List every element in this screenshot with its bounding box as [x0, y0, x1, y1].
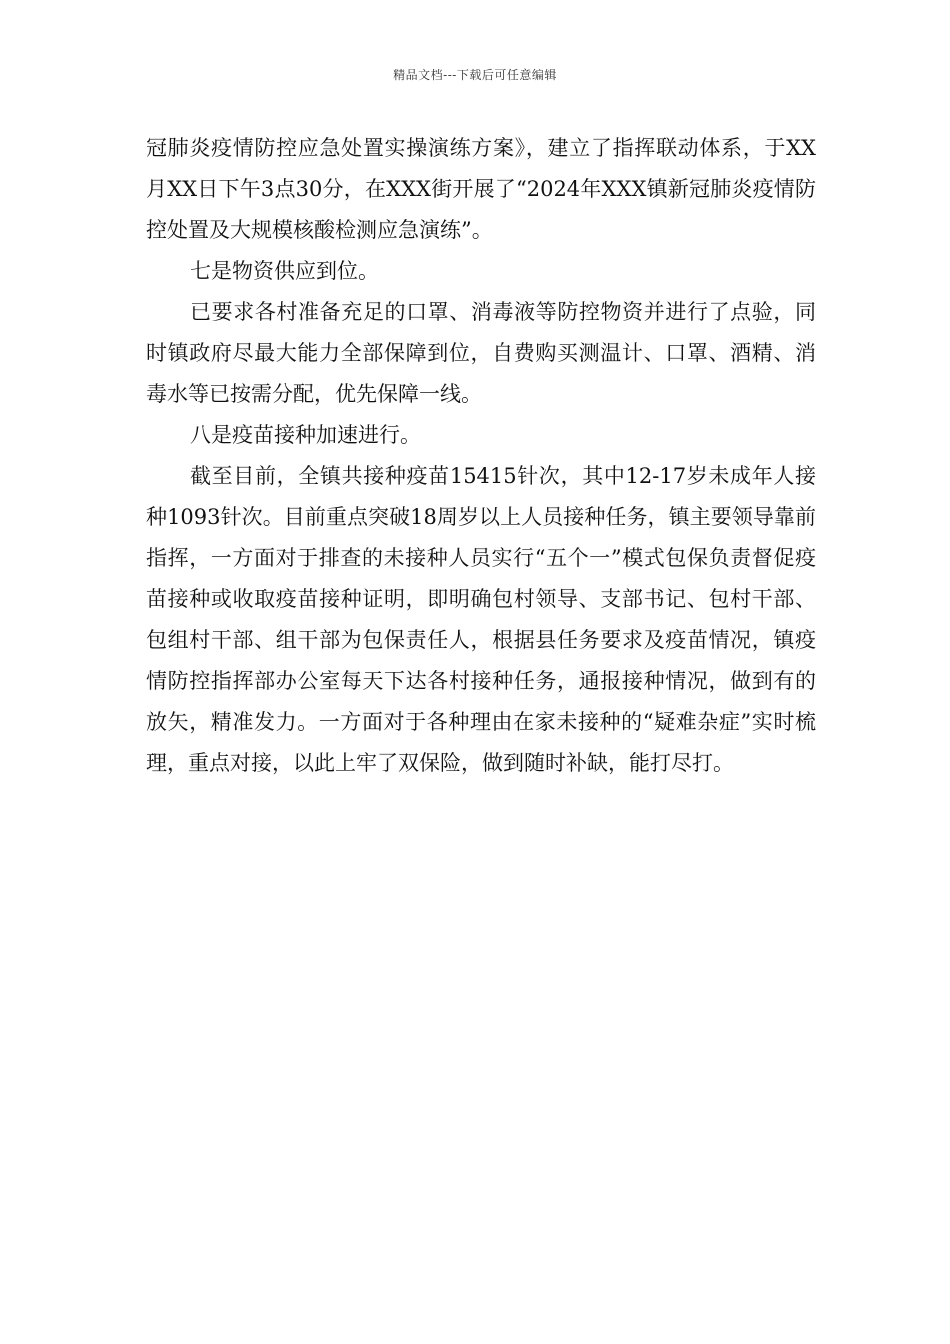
- document-body: [146, 128, 816, 784]
- paragraph-drill-plan: 冠肺炎疫情防控应急处置实操演练方案》，建立了指挥联动体系，于XX月XX日下午3点30分，在XXX街开展了“2024年XXX镇新冠肺炎疫情防控处置及大规模核酸检测应急演练”。: [146, 136, 816, 242]
- paragraph-heading-supplies: 七是物资供应到位。: [190, 259, 379, 283]
- page-header: 精品文档---下载后可任意编辑: [393, 68, 557, 82]
- paragraph-heading-vaccination: 八是疫苗接种加速进行。: [190, 423, 421, 447]
- paragraph-supplies: 已要求各村准备充足的口罩、消毒液等防控物资并进行了点验，同时镇政府尽最大能力全部保障到位，自费购买测温计、口罩、酒精、消毒水等已按需分配，优先保障一线。: [146, 300, 816, 406]
- paragraph-vaccination: 截至目前，全镇共接种疫苗15415针次，其中12-17岁未成年人接种1093针次。目前重点突破18周岁以上人员接种任务，镇主要领导靠前指挥，一方面对于排查的未接种人员实行“五个一”模式包保负责督促疫苗接种或收取疫苗接种证明，即明确包村领导、支部书记、包村干部、包组村干部、组干部为包保责任人，根据县任务要求及疫苗情况，镇疫情防控指挥部办公室每天下达各村接种任务，通报接种情况，做到有的放矢，精准发力。一方面对于各种理由在家未接种的“疑难杂症”实时梳理，重点对接，以此上牢了双保险，做到随时补缺，能打尽打。: [146, 464, 816, 775]
